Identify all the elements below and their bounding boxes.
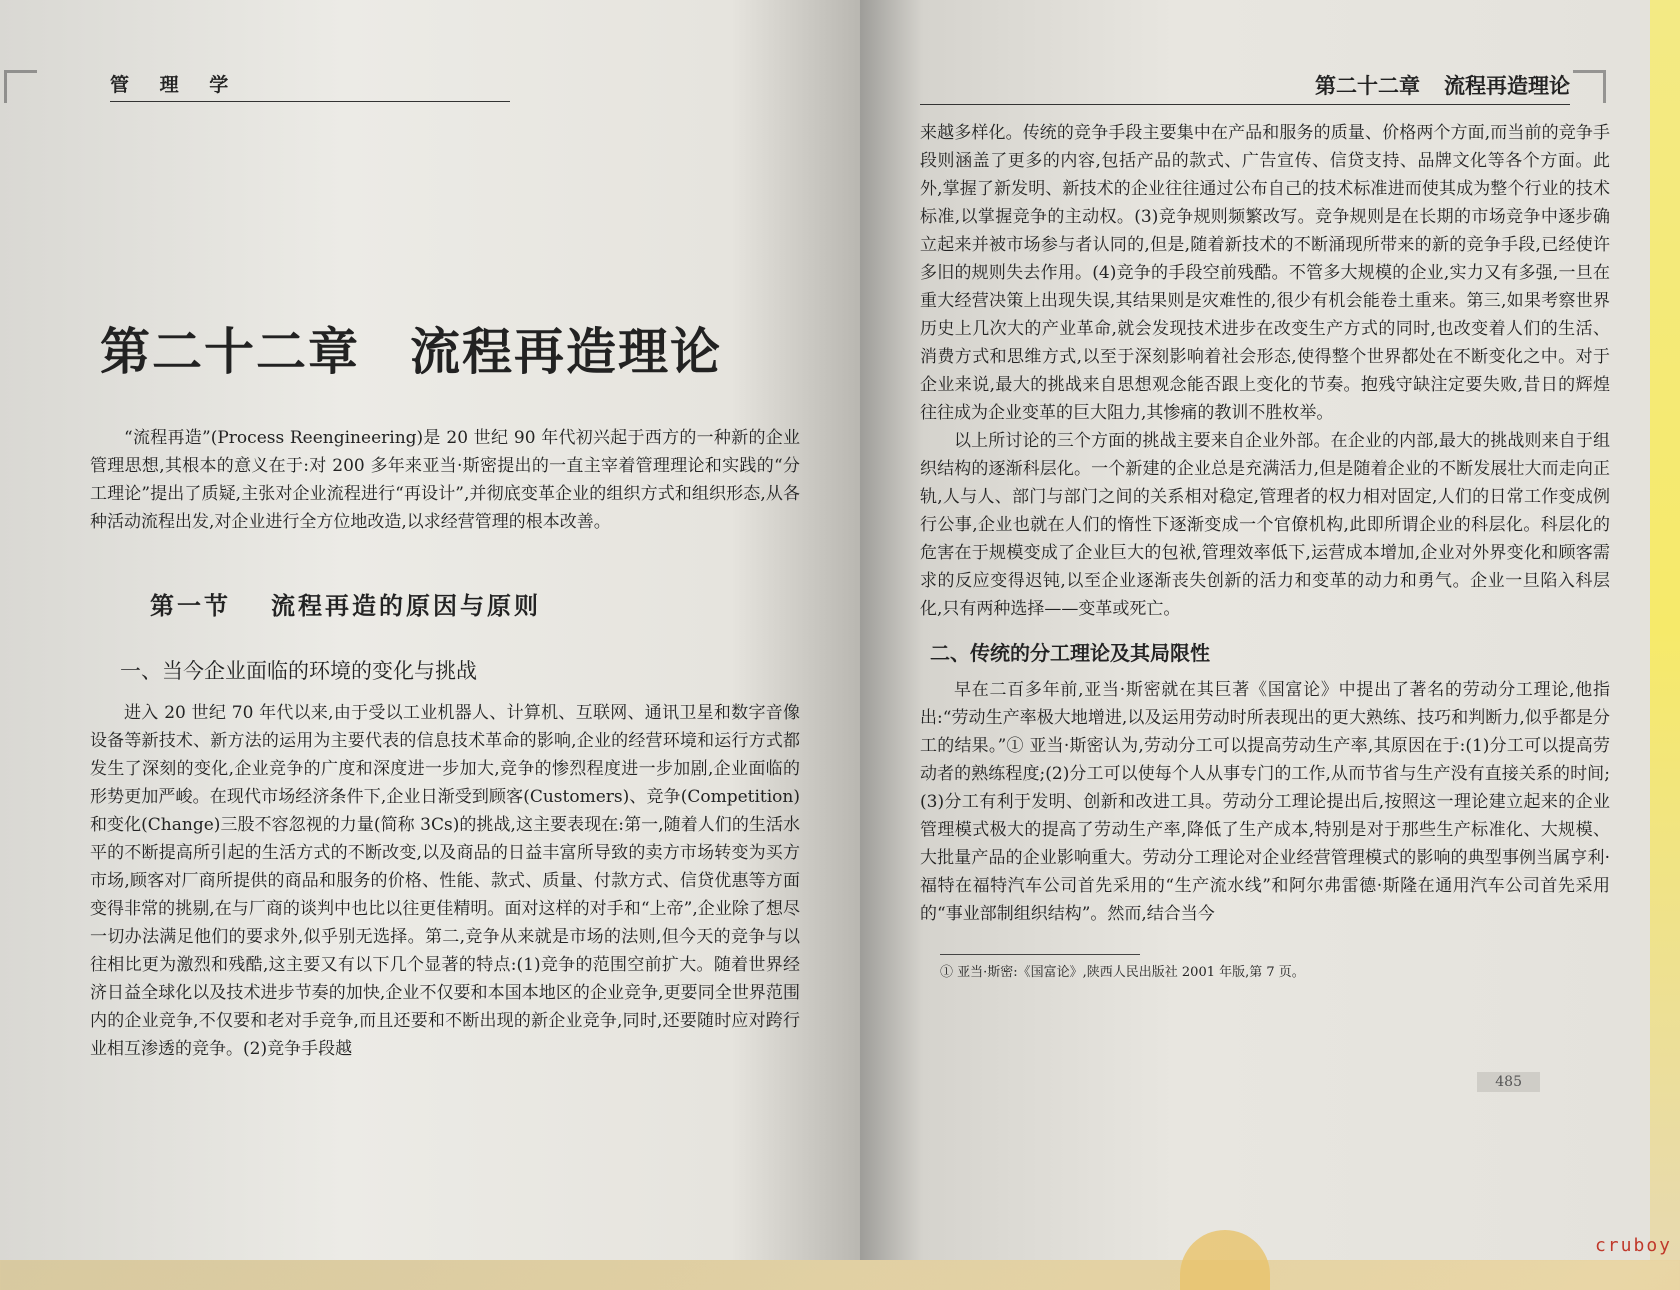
- right-page: [860, 0, 1650, 1260]
- corner-mark: [1573, 70, 1606, 103]
- watermark: cruboy: [1594, 1235, 1672, 1256]
- footnote: ① 亚当·斯密:《国富论》,陕西人民出版社 2001 年版,第 7 页。: [940, 965, 1305, 980]
- intro-paragraph: “流程再造”(Process Reengineering)是 20 世纪 90 年代初兴起于西方的一种新的企业管理思想,其根本的意义在于:对 200 多年来亚当·斯密提出的一直主宰着管理理论和实践的“分工理论”提出了质疑,主张对企业流程进行“再设计”,并彻底变革企业的组织方式和组织形态,从各种活动流程出发,对企业进行全方位地改造,以求经营管理的根本改善。: [90, 428, 800, 532]
- running-header-left: [110, 70, 510, 102]
- corner-mark: [4, 70, 37, 103]
- section-name: 流程再造的原因与原则: [271, 592, 541, 620]
- paragraph-division-of-labor: 早在二百多年前,亚当·斯密就在其巨著《国富论》中提出了著名的劳动分工理论,他指出:“劳动生产率极大地增进,以及运用劳动时所表现出的更大熟练、技巧和判断力,似乎都是分工的结果。”① 亚当·斯密认为,劳动分工可以提高劳动生产率,其原因在于:(1)分工可以提高劳动者的熟练程度;(2)分工可以使每个人从事专门的工作,从而节省与生产没有直接关系的时间;(3)分工有利于发明、创新和改进工具。劳动分工理论提出后,按照这一理论建立起来的企业管理模式极大的提高了劳动生产率,降低了生产成本,特别是对于那些生产标准化、大规模、大批量产品的企业影响重大。劳动分工理论对企业经营管理模式的影响的典型事例当属亨利·福特在福特汽车公司首先采用的“生产流水线”和阿尔弗雷德·斯隆在通用汽车公司首先采用的“事业部制组织结构”。然而,结合当今: [920, 680, 1610, 924]
- subheading-2: 二、传统的分工理论及其局限性: [930, 641, 1210, 665]
- paragraph-internal-challenge: 以上所讨论的三个方面的挑战主要来自企业外部。在企业的内部,最大的挑战则来自于组织结构的逐渐科层化。一个新建的企业总是充满活力,但是随着企业的不断发展壮大而走向正轨,人与人、部门与部门之间的关系相对稳定,管理者的权力相对固定,人们的日常工作变成例行公事,企业也就在人们的惰性下逐渐变成一个官僚机构,此即所谓企业的科层化。科层化的危害在于规模变成了企业巨大的包袱,管理效率低下,运营成本增加,企业对外界变化和顾客需求的反应变得迟钝,以至企业逐渐丧失创新的活力和变革的动力和勇气。企业一旦陷入科层化,只有两种选择——变革或死亡。: [920, 431, 1610, 619]
- running-header-right: [920, 70, 1570, 105]
- footnote-divider: [940, 954, 1140, 955]
- right-body: [920, 119, 1610, 980]
- header-book-title: 管 理 学: [110, 74, 241, 96]
- body-paragraph-left: 进入 20 世纪 70 年代以来,由于受以工业机器人、计算机、互联网、通讯卫星和数字音像设备等新技术、新方法的运用为主要代表的信息技术革命的影响,企业的经营环境和运行方式都发生了深刻的变化,企业竞争的广度和深度进一步加大,竞争的惨烈程度进一步加剧,企业面临的形势更加严峻。在现代市场经济条件下,企业日渐受到顾客(Customers)、竞争(Competition)和变化(Change)三股不容忽视的力量(简称 3Cs)的挑战,这主要表现在:第一,随着人们的生活水平的不断提高所引起的生活方式的不断改变,以及商品的日益丰富所导致的卖方市场转变为买方市场,顾客对厂商所提供的商品和服务的价格、性能、款式、质量、付款方式、信贷优惠等方面变得非常的挑剔,在与厂商的谈判中也比以往更佳精明。面对这样的对手和“上帝”,企业除了想尽一切办法满足他们的要求外,似乎别无选择。第二,竞争从来就是市场的法则,但今天的竞争与以往相比更为激烈和残酷,这主要又有以下几个显著的特点:(1)竞争的范围空前扩大。随着世界经济日益全球化以及技术进步节奏的加快,企业不仅要和本国本地区的企业竞争,更要同全世界范围内的企业竞争,不仅要和老对手竞争,而且还要和不断出现的新企业竞争,同时,还要随时应对跨行业相互渗透的竞争。(2)竞争手段越: [90, 703, 800, 1059]
- page-number: 485: [1477, 1072, 1540, 1092]
- paragraph-continued: 来越多样化。传统的竞争手段主要集中在产品和服务的质量、价格两个方面,而当前的竞争手段则涵盖了更多的内容,包括产品的款式、广告宣传、信贷支持、品牌文化等各个方面。此外,掌握了新发明、新技术的企业往往通过公布自己的技术标准进而使其成为整个行业的技术标准,以掌握竞争的主动权。(3)竞争规则频繁改写。竞争规则是在长期的市场竞争中逐步确立起来并被市场参与者认同的,但是,随着新技术的不断涌现所带来的新的竞争手段,已经使许多旧的规则失去作用。(4)竞争的手段空前残酷。不管多大规模的企业,实力又有多强,一旦在重大经营决策上出现失误,其结果则是灾难性的,很少有机会能卷土重来。第三,如果考察世界历史上几次大的产业革命,就会发现技术进步在改变生产方式的同时,也改变着人们的生活、消费方式和思维方式,以至于深刻影响着社会形态,使得整个世界都处在不断变化之中。对于企业来说,最大的挑战来自思想观念能否跟上变化的节奏。抱残守缺注定要失败,昔日的辉煌往往成为企业变革的巨大阻力,其惨痛的教训不胜枚举。: [920, 123, 1610, 423]
- chapter-title: [100, 312, 800, 384]
- header-chapter-number: 第二十二章: [1315, 74, 1420, 98]
- chapter-name: 流程再造理论: [410, 322, 722, 381]
- header-chapter-name: 流程再造理论: [1444, 74, 1570, 98]
- background-yellow-cover: [1650, 0, 1680, 1260]
- section-title: [150, 586, 800, 621]
- chapter-number: 第二十二章: [100, 322, 360, 381]
- section-number: 第一节: [150, 592, 231, 620]
- subheading-1: 一、当今企业面临的环境的变化与挑战: [120, 659, 477, 683]
